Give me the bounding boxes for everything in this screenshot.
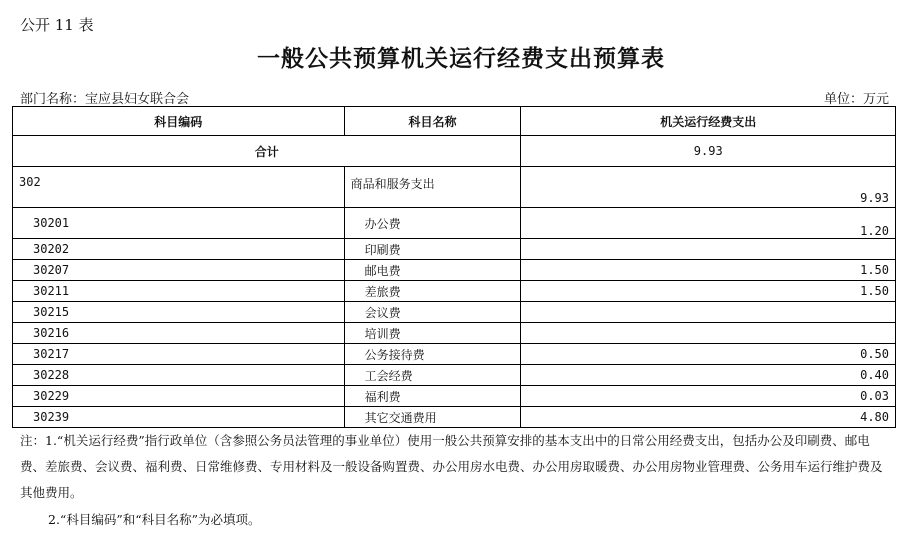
department-name: 部门名称：宝应县妇女联合会 xyxy=(20,92,190,107)
category-row xyxy=(13,167,896,208)
unit-label: 单位：万元 xyxy=(823,92,889,107)
row-code: 30202 xyxy=(13,239,345,260)
category-name: 商品和服务支出 xyxy=(344,167,521,208)
category-code: 302 xyxy=(13,167,345,208)
row-value: 4.80 xyxy=(521,407,896,428)
budget-table xyxy=(12,106,896,428)
row-value: 1.50 xyxy=(521,260,896,281)
table-row xyxy=(13,260,896,281)
total-label: 合计 xyxy=(13,136,521,167)
row-code: 30211 xyxy=(13,281,345,302)
row-value: 1.20 xyxy=(521,208,896,239)
row-name: 邮电费 xyxy=(344,260,521,281)
row-value xyxy=(521,239,896,260)
row-name: 差旅费 xyxy=(344,281,521,302)
row-code: 30217 xyxy=(13,344,345,365)
row-name: 工会经费 xyxy=(344,365,521,386)
total-row xyxy=(13,136,896,167)
row-value: 0.03 xyxy=(521,386,896,407)
table-row xyxy=(13,386,896,407)
table-row xyxy=(13,239,896,260)
row-name: 其它交通费用 xyxy=(344,407,521,428)
table-header-row xyxy=(13,107,896,136)
row-name: 印刷费 xyxy=(344,239,521,260)
table-row xyxy=(13,323,896,344)
row-code: 30215 xyxy=(13,302,345,323)
row-code: 30201 xyxy=(13,208,345,239)
row-name: 办公费 xyxy=(344,208,521,239)
note-1: 注：1.“机关运行经费”指行政单位（含参照公务员法管理的事业单位）使用一般公共预算安排的基本支出中的日常公用经费支出，包括办公及印刷费、邮电费、差旅费、会议费、福利费、日常维修费、专用材料及一般设备购置费、办公用房水电费、办公用房取暖费、办公用房物业管理费、公务用车运行维护费及其他费用。 xyxy=(20,433,883,500)
row-name: 公务接待费 xyxy=(344,344,521,365)
table-code-label: 公开 11 表 xyxy=(20,16,94,34)
table-row xyxy=(13,407,896,428)
row-value: 0.50 xyxy=(521,344,896,365)
row-code: 30207 xyxy=(13,260,345,281)
row-value: 0.40 xyxy=(521,365,896,386)
table-row xyxy=(13,302,896,323)
row-code: 30216 xyxy=(13,323,345,344)
column-header-code: 科目编码 xyxy=(13,107,345,136)
table-row xyxy=(13,208,896,239)
row-name: 培训费 xyxy=(344,323,521,344)
column-header-expense: 机关运行经费支出 xyxy=(521,107,896,136)
table-row xyxy=(13,281,896,302)
row-code: 30229 xyxy=(13,386,345,407)
row-name: 福利费 xyxy=(344,386,521,407)
total-value: 9.93 xyxy=(521,136,896,167)
page-title: 一般公共预算机关运行经费支出预算表 xyxy=(257,45,665,72)
row-value xyxy=(521,302,896,323)
row-value xyxy=(521,323,896,344)
row-name: 会议费 xyxy=(344,302,521,323)
column-header-name: 科目名称 xyxy=(344,107,521,136)
row-code: 30239 xyxy=(13,407,345,428)
category-value: 9.93 xyxy=(521,167,896,208)
row-code: 30228 xyxy=(13,365,345,386)
note-2: 2.“科目编码”和“科目名称”为必填项。 xyxy=(48,512,261,527)
row-value: 1.50 xyxy=(521,281,896,302)
table-row xyxy=(13,365,896,386)
table-row xyxy=(13,344,896,365)
